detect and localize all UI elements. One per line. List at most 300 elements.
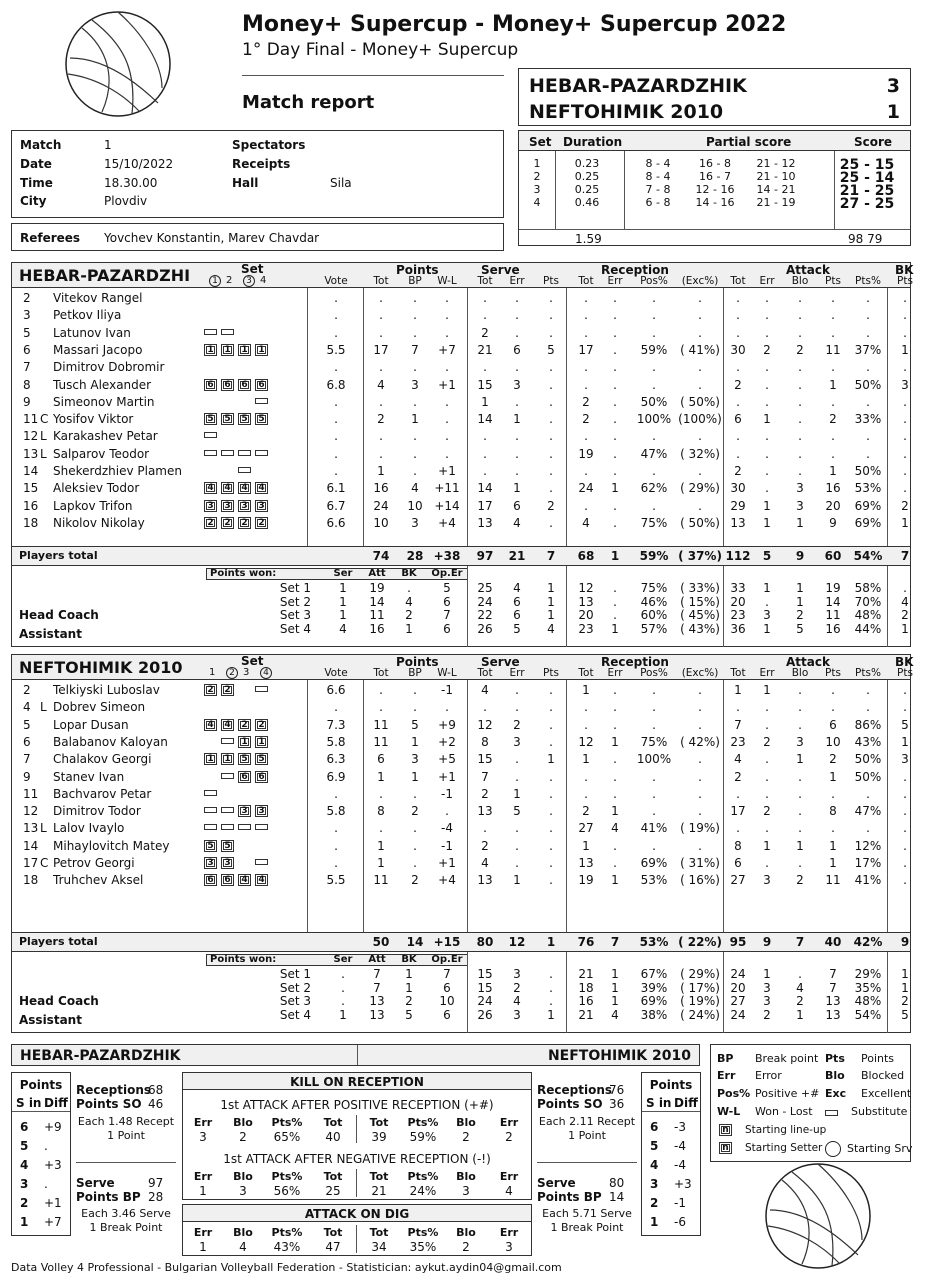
stat-cell: . [652,308,656,323]
stat-cell: 6.6 [326,515,346,530]
set-cell: 14 - 21 [756,183,796,196]
player-number: 12 [23,804,39,819]
set-stat: 23 [578,621,594,636]
stat-cell: 41% [640,821,668,836]
set-stat: ( 45%) [680,608,720,622]
stat-cell: 2 [513,717,521,732]
stat-cell: . [798,412,802,427]
stat-cell: 1 [829,856,837,870]
col-head: Err [607,667,623,679]
stat-cell: . [334,360,338,375]
kill-col-head: Blo [456,1116,476,1129]
stat-cell: . [698,498,702,513]
stat-cell: . [549,769,553,784]
stat-cell: 69% [854,498,882,513]
legend-key: Pos% [717,1087,751,1100]
total-cell: 7 [900,549,910,563]
stat-cell: 14 [477,412,493,427]
player-name: Aleksiev Todor [53,481,140,496]
stat-cell: . [798,821,802,836]
stat-cell: 75% [640,515,668,530]
stat-cell: . [698,360,702,375]
stat-cell: 1 [796,515,804,530]
home-team-name: HEBAR-PAZARDZHIK [529,75,747,97]
set-stat: 5 [513,621,521,636]
stat-cell: 47% [640,446,668,461]
kill-value: 2 [505,1130,513,1144]
stat-cell: 2 [411,804,419,819]
stat-cell: 6 [377,752,385,767]
stat-cell: 1 [829,769,837,784]
set-cell: 21 - 12 [756,157,796,170]
player-name: Balabanov Kaloyan [53,734,168,749]
stat-cell: . [903,683,907,697]
stat-cell: . [831,291,835,305]
lineup-position: 3 [204,857,217,869]
set-stat: 44% [854,621,882,636]
rotation-number: 5 [20,1139,29,1153]
set-label: Set 2 [279,594,311,609]
stat-cell: . [765,856,769,870]
player-name: Telkiyski Luboslav [53,683,160,697]
stat-cell: 4 [611,821,619,836]
points-won-col: Att [368,568,386,579]
col-head: Pts [825,667,841,679]
set-stat: 2 [405,994,413,1008]
set-number: 1 [209,275,221,287]
stat-cell: . [798,700,802,715]
stat-cell: . [515,700,519,715]
stat-cell: 10 [407,498,423,513]
stat-cell: 5.5 [326,873,346,888]
kill-value: 47 [325,1240,341,1254]
set-stat: ( 15%) [680,594,720,609]
stat-cell: 1 [829,838,837,853]
stat-cell: 2 [582,804,590,819]
set-stat: 1 [547,594,555,609]
stat-cell: 69% [640,856,668,870]
set-stat: 1 [763,621,771,636]
team-name: NEFTOHIMIK 2010 [19,658,183,677]
stat-cell: . [549,515,553,530]
set-number: 1 [209,667,216,678]
col-head: (Exc%) [681,275,719,287]
set-stat: 1 [611,967,619,981]
total-points: 98 79 [848,232,883,246]
lineup-position: 3 [238,500,251,512]
stat-cell: 1 [796,838,804,853]
set-cell: 16 - 7 [699,170,731,183]
set-stat: . [903,581,907,595]
legend-key: Err [717,1069,736,1082]
stat-cell: 17 [373,342,389,357]
substitute-mark [221,824,234,830]
set-stat: 57% [640,621,668,636]
set-stat: 33 [730,581,746,595]
rotation-diff: -4 [674,1139,686,1153]
kill-col-head: Blo [233,1226,253,1239]
stat-cell: +2 [438,734,456,749]
kill-value: 3 [199,1130,207,1144]
set-stat: 6 [513,608,521,622]
set-stat: 36 [730,621,746,636]
set-stat: 24 [730,967,746,981]
stat-cell: . [445,446,449,461]
total-cell: 60 [824,549,842,563]
set-stat: 2 [901,608,909,622]
stat-cell: 1 [481,394,489,409]
legend-text: Starting Setter [745,1142,823,1154]
kill-col-head: Blo [456,1170,476,1183]
rotation-diff: -1 [674,1196,686,1210]
player-number: 18 [23,515,39,530]
player-number: 5 [23,717,31,732]
lineup-position: 1 [221,344,234,356]
kill-col-head: Tot [323,1226,343,1239]
kill-value: 24% [409,1184,437,1198]
set-stat: 5 [443,581,451,595]
stat-cell: . [549,394,553,409]
stat-cell: 50% [854,769,882,784]
set-stat: ( 29%) [680,967,720,981]
stat-cell: . [798,769,802,784]
col-head: Err [607,275,623,287]
stat-cell: 3 [796,734,804,749]
stat-cell: . [549,856,553,870]
set-number: 2 [226,667,238,679]
player-number: 3 [23,308,31,323]
set-stat: 6 [443,1007,451,1022]
stat-cell: 2 [734,769,742,784]
player-number: 13 [23,821,39,836]
stat-cell: . [515,683,519,697]
stat-cell: 13 [477,515,493,530]
stat-cell: . [866,308,870,323]
col-head: BP [408,667,422,679]
stat-cell: . [831,325,835,340]
stat-cell: . [334,838,338,853]
rotation-diff: -6 [674,1215,686,1229]
set-stat: 6 [443,621,451,636]
substitute-mark [204,450,217,456]
rotation-diff: +1 [44,1196,62,1210]
total-cell: 76 [577,935,595,949]
set-stat: 10 [439,994,455,1008]
stat-cell: . [549,838,553,853]
stat-cell: 4 [377,377,385,392]
legend-text: Substitute [851,1105,908,1118]
kill-on-reception: KILL ON RECEPTION 1st ATTACK AFTER POSITIVE RECEPTION (+#) Err Blo Pts% Tot Tot Pts% Blo Err 3 2 65% 40 39 59% 2 2 1st ATTACK AFTER NEGATIVE RECEPTION (-!) Err Blo Pts% Tot Tot Pts% Blo Err 1 3 56% 25 21 24% 3 4 [182,1072,532,1200]
substitute-mark [204,807,217,813]
stat-cell: . [549,308,553,323]
stat-cell: . [866,446,870,461]
set-stat: . [341,980,345,995]
set-stat: 6 [443,594,451,609]
col-head: Err [759,275,775,287]
lineup-position: 4 [204,719,217,731]
set-stat: 70% [854,594,882,609]
stat-cell: 1 [411,734,419,749]
kill-col-head: Blo [233,1170,253,1183]
rotation-number: 2 [20,1196,29,1210]
stat-cell: 50% [854,377,882,392]
stat-cell: 21 [477,342,493,357]
stat-cell: . [445,325,449,340]
set-stat: 6 [513,594,521,609]
rotation-number: 4 [650,1158,659,1172]
stat-cell: . [549,821,553,836]
col-head: Tot [578,667,594,679]
set-stat: 4 [796,980,804,995]
stat-cell: . [445,308,449,323]
total-cell: 9 [795,549,805,563]
stat-cell: 10 [373,515,389,530]
set-stat: 2 [513,980,521,995]
player-number: 7 [23,752,31,767]
set-number: 3 [243,275,255,287]
kill-col-head: Blo [456,1226,476,1239]
stat-cell: . [413,446,417,461]
kill-col-head: Tot [369,1170,389,1183]
stat-cell: 17 [477,498,493,513]
stat-cell: . [549,360,553,375]
rotation-diff: . [44,1177,48,1191]
stat-cell: . [652,804,656,819]
stat-cell: . [903,821,907,836]
stat-cell: 16 [373,481,389,496]
stat-cell: . [515,429,519,444]
stat-cell: 11 [373,717,389,732]
stat-cell: 3 [796,498,804,513]
stat-cell: . [831,700,835,715]
stat-cell: . [584,786,588,801]
stat-cell: . [866,325,870,340]
stat-cell: . [549,481,553,496]
rotation-diff: +9 [44,1120,62,1134]
kill-value: 4 [239,1240,247,1254]
lineup-position: 4 [204,482,217,494]
stat-cell: . [515,360,519,375]
stat-cell: 10 [825,734,841,749]
stat-cell: 2 [734,464,742,478]
stat-cell: ( 42%) [680,734,720,749]
stat-cell: . [613,752,617,767]
stat-cell: 33% [854,412,882,427]
rotation-diff: +3 [674,1177,692,1191]
total-cell: 7 [610,935,620,949]
set-cell: 0.25 [574,170,600,183]
stat-cell: 2 [763,734,771,749]
set-stat: 1 [547,581,555,595]
col-head: W-L [437,275,457,287]
col-head: W-L [437,667,457,679]
set-stat: 48% [854,994,882,1008]
kill-value: 21 [371,1184,387,1198]
stat-cell: . [903,769,907,784]
set-stat: . [798,967,802,981]
substitute-mark [204,329,217,335]
stat-cell: . [413,394,417,409]
set-stat: 2 [763,1007,771,1022]
stat-cell: 6.1 [326,481,346,496]
stat-cell: 4 [481,856,489,870]
stat-cell: 4 [734,752,742,767]
stat-cell: . [334,308,338,323]
set-stat: 19 [369,581,385,595]
stat-cell: . [549,717,553,732]
stat-cell: . [798,377,802,392]
kill-value: 39 [371,1130,387,1144]
player-name: Latunov Ivan [53,325,131,340]
stat-cell: 6.8 [326,377,346,392]
stat-cell: . [613,769,617,784]
points-won-col: BK [401,954,417,965]
stat-cell: 1 [763,412,771,427]
set-stat: 16 [825,621,841,636]
stat-cell: 17 [730,804,746,819]
stat-cell: +4 [438,873,456,888]
total-cell: 21 [508,549,526,563]
kill-col-head: Err [499,1226,519,1239]
substitute-mark [255,859,268,865]
stat-cell: 1 [582,752,590,767]
total-cell: 14 [406,935,424,949]
set-stat: 13 [578,594,594,609]
stat-cell: . [483,429,487,444]
substitute-mark [221,450,234,456]
stat-cell: 7.3 [326,717,346,732]
stat-cell: +4 [438,515,456,530]
set-stat: . [341,967,345,981]
stat-cell: . [379,308,383,323]
stat-cell: . [652,769,656,784]
lineup-position: 5 [204,840,217,852]
set-stat: 29% [854,967,882,981]
set-score: 25 - 14 [839,170,895,186]
home-rotation: Points S in Diff 6 +9 5 . 4 +3 3 . 2 +1 1 +7 [11,1072,71,1236]
col-head: BP [408,275,422,287]
points-won-col: Ser [333,568,353,579]
rotation-diff: +7 [44,1215,62,1229]
lineup-position: 1 [255,736,268,748]
col-head: Pos% [640,275,668,287]
stat-cell: +9 [438,717,456,732]
stat-cell: 24 [373,498,389,513]
set-stat: 21 [578,1007,594,1022]
kill-value: 34 [371,1240,387,1254]
stat-cell: 43% [854,734,882,749]
stat-cell: 53% [854,481,882,496]
set-stat: 4 [513,581,521,595]
stat-cell: . [413,683,417,697]
stat-cell: 1 [377,464,385,478]
legend-key: Pts [825,1052,845,1065]
set-stat: 4 [611,1007,619,1022]
stat-cell: 1 [377,769,385,784]
stat-cell: . [483,464,487,478]
kill-value: 40 [325,1130,341,1144]
lineup-position: 3 [221,500,234,512]
points-won-col: Ser [333,954,353,965]
stat-cell: . [698,308,702,323]
stat-cell: . [379,429,383,444]
stat-cell: 15 [477,752,493,767]
stat-cell: 2 [411,873,419,888]
stat-cell: 1 [796,752,804,767]
stat-cell: . [613,856,617,870]
team-away-section [11,654,914,1034]
lineup-position: 1 [238,736,251,748]
stat-cell: . [613,786,617,801]
stat-cell: . [445,360,449,375]
match-report-label: Match report [242,92,375,113]
stat-cell: . [334,429,338,444]
substitute-mark [204,432,217,438]
stat-cell: . [445,804,449,819]
stat-cell: 100% [636,752,672,767]
stat-cell: . [379,446,383,461]
stat-cell: . [379,821,383,836]
stat-cell: 86% [854,717,882,732]
stat-cell: . [866,700,870,715]
stat-cell: . [765,752,769,767]
player-name: Nikolov Nikolay [53,515,145,530]
stat-cell: . [445,700,449,715]
substitute-mark [221,773,234,779]
stat-cell: 6 [734,412,742,427]
set-stat: 1 [611,621,619,636]
substitute-mark [221,807,234,813]
total-cell: 50 [372,935,390,949]
stat-cell: . [903,786,907,801]
lineup-position: 3 [204,500,217,512]
stat-cell: . [334,464,338,478]
stat-cell: 3 [901,752,909,767]
stat-cell: . [413,308,417,323]
kill-col-head: Tot [323,1170,343,1183]
set-stat: . [765,594,769,609]
stat-cell: ( 19%) [680,821,720,836]
set-label: Set 1 [279,967,311,981]
rotation-number: 1 [650,1215,659,1229]
set-stat: . [549,967,553,981]
set-label: Set 1 [279,581,311,595]
stat-cell: 1 [513,412,521,427]
stat-cell: 41% [854,873,882,888]
stat-cell: 2 [481,838,489,853]
set-stat: 13 [369,994,385,1008]
kill-col-head: Err [193,1226,213,1239]
stat-cell: . [652,291,656,305]
stat-cell: 1 [377,856,385,870]
stat-cell: . [765,481,769,496]
points-head: Points [396,263,439,277]
set-stat: 6 [443,980,451,995]
col-head: (Exc%) [681,667,719,679]
stat-cell: . [798,464,802,478]
player-number: 8 [23,377,31,392]
player-name: Vitekov Rangel [53,291,143,305]
rotation-diff: -4 [674,1158,686,1172]
stat-cell: . [445,429,449,444]
stat-cell: . [765,446,769,461]
stat-cell: . [483,291,487,305]
stat-cell: . [736,291,740,305]
total-cell: 42% [853,935,883,949]
away-team-name: NEFTOHIMIK 2010 [529,101,724,123]
stat-cell: . [698,464,702,478]
set-stat: 7 [829,967,837,981]
